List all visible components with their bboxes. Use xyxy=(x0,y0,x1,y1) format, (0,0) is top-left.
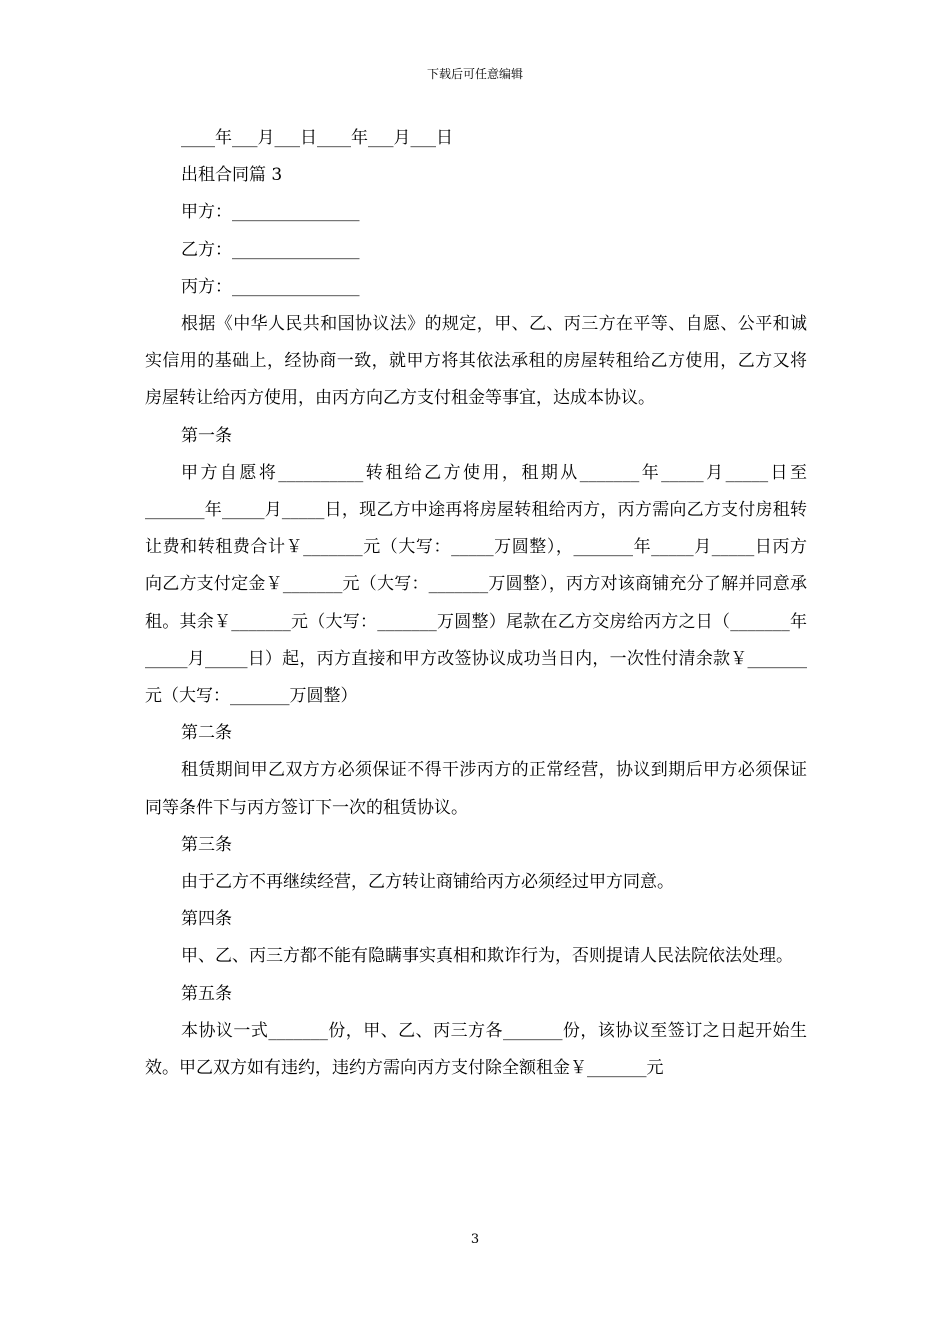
article-2-title: 第二条 xyxy=(181,723,232,744)
article-5-title: 第五条 xyxy=(181,983,232,1004)
page-number: 3 xyxy=(470,1232,480,1247)
date-line: ____年___月___日____年___月___日 xyxy=(181,128,453,148)
page-header: 下载后可任意编辑 xyxy=(426,67,523,81)
article-5-body: 本协议一式_______份，甲、乙、丙三方各_______份，该协议至签订之日起开始生效。甲乙双方如有违约，违约方需向丙方支付除全额租金￥_______元 xyxy=(145,1020,807,1079)
document-title: 出租合同篇 3 xyxy=(181,165,283,186)
article-2-body: 租赁期间甲乙双方方必须保证不得干涉丙方的正常经营，协议到期后甲方必须保证同等条件下与丙方签订下一次的租赁协议。 xyxy=(145,760,807,818)
article-4-title: 第四条 xyxy=(181,909,232,930)
article-4-body: 甲、乙、丙三方都不能有隐瞒事实真相和欺诈行为，否则提请人民法院依法处理。 xyxy=(181,946,793,967)
document-body xyxy=(145,120,807,1087)
party-a-line: 甲方：_______________ xyxy=(181,202,360,223)
article-3-title: 第三条 xyxy=(181,834,232,855)
article-1-body: 甲方自愿将__________转租给乙方使用，租期从_______年_____月_____日至_______年_____月_____日，现乙方中途再将房屋转租给丙方，丙方需向乙方支付房租转让费和转租费合计￥_______元（大写：_____万圆整），_______年_____月_____日丙方向乙方支付定金￥_______元（大写：_______万圆整），丙方对该商铺充分了解并同意承租。其余￥_______元（大写：_______万圆整）尾款在乙方交房给丙方之日（_______年_____月_____日）起，丙方直接和甲方改签协议成功当日内，一次性付清余款￥_______元（大写：_______万圆整） xyxy=(145,462,807,707)
party-b-line: 乙方：_______________ xyxy=(181,239,360,260)
article-1-title: 第一条 xyxy=(181,425,232,446)
party-c-line: 丙方：_______________ xyxy=(181,276,360,297)
intro-paragraph: 根据《中华人民共和国协议法》的规定，甲、乙、丙三方在平等、自愿、公平和诚实信用的基础上，经协商一致，就甲方将其依法承租的房屋转租给乙方使用，乙方又将房屋转让给丙方使用，由丙方向乙方支付租金等事宜，达成本协议。 xyxy=(145,314,807,409)
article-3-body: 由于乙方不再继续经营，乙方转让商铺给丙方必须经过甲方同意。 xyxy=(181,872,674,893)
